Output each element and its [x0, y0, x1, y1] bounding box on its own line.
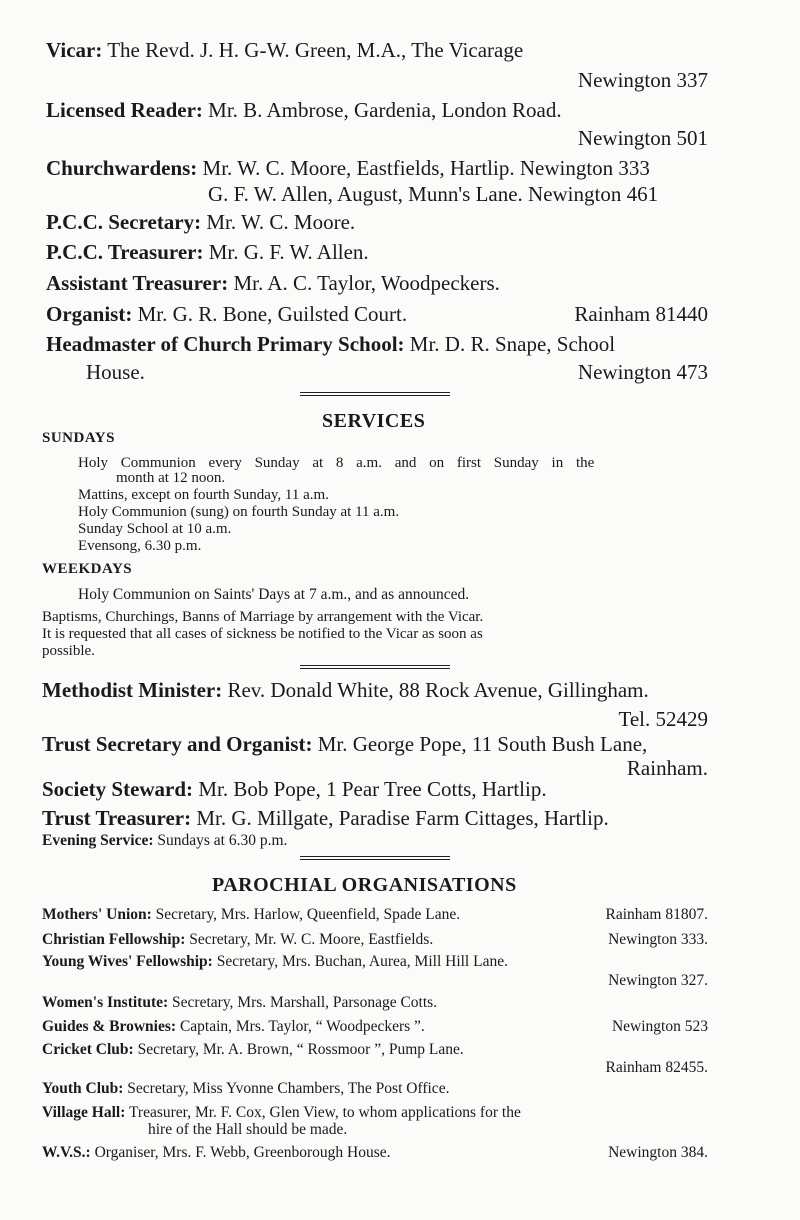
- headmaster-phone: Newington 473: [577, 360, 708, 384]
- sunday-service-line: Holy Communion (sung) on fourth Sunday at 11 a.m.: [78, 504, 400, 520]
- section-divider: [300, 856, 450, 860]
- sunday-service-text: Holy Communion every Sunday at 8 a.m. and on first Sunday in the: [78, 455, 595, 471]
- org-label: Village Hall:: [42, 1104, 126, 1121]
- org-village-hall-line2: hire of the Hall should be made.: [148, 1121, 348, 1138]
- services-note: possible.: [42, 643, 95, 659]
- trust-treasurer-entry: [42, 806, 609, 831]
- org-womens-institute: [42, 994, 437, 1012]
- services-note: Baptisms, Churchings, Banns of Marriage by arrangement with the Vicar.: [42, 609, 484, 625]
- weekdays-text: Holy Communion on Saints' Days at 7 a.m., and as announced.: [78, 586, 470, 603]
- evening-service-label: Evening Service:: [42, 832, 154, 849]
- pcc-treasurer-text: Mr. G. F. W. Allen.: [208, 240, 369, 264]
- sunday-service-line: Evensong, 6.30 p.m.: [78, 538, 202, 554]
- org-text: Secretary, Mr. A. Brown, “ Rossmoor ”, Pump Lane.: [137, 1041, 464, 1058]
- org-phone: Newington 333.: [608, 931, 708, 948]
- pcc-secretary-entry: [46, 210, 355, 235]
- churchwardens-line1: Mr. W. C. Moore, Eastfields, Hartlip. Newington 333: [202, 156, 650, 180]
- org-label: Mothers' Union:: [42, 906, 152, 923]
- org-label: Youth Club:: [42, 1080, 124, 1097]
- organist-phone: Rainham 81440: [574, 302, 708, 326]
- reader-phone: Newington 501: [577, 126, 708, 150]
- services-note: It is requested that all cases of sickness be notified to the Vicar as soon as: [42, 626, 483, 642]
- org-label: Women's Institute:: [42, 994, 169, 1011]
- org-label: Guides & Brownies:: [42, 1018, 177, 1035]
- assistant-treasurer-text: Mr. A. C. Taylor, Woodpeckers.: [233, 271, 500, 295]
- trust-treasurer-text: Mr. G. Millgate, Paradise Farm Cittages, Hartlip.: [196, 806, 609, 830]
- org-text: Treasurer, Mr. F. Cox, Glen View, to whom applications for the: [128, 1104, 521, 1121]
- org-text: Captain, Mrs. Taylor, “ Woodpeckers ”.: [179, 1018, 425, 1035]
- org-phone: Rainham 81807.: [605, 906, 708, 923]
- org-wvs: [42, 1144, 391, 1162]
- sunday-service-line: month at 12 noon.: [116, 470, 226, 486]
- headmaster-label: Headmaster of Church Primary School:: [46, 332, 405, 356]
- assistant-treasurer-label: Assistant Treasurer:: [46, 271, 229, 295]
- weekdays-heading: WEEKDAYS: [42, 561, 133, 577]
- headmaster-line2: House.: [86, 360, 145, 384]
- services-title: SERVICES: [322, 410, 426, 432]
- evening-service-text: Sundays at 6.30 p.m.: [157, 832, 288, 849]
- pcc-treasurer-entry: [46, 240, 369, 265]
- reader-text: Mr. B. Ambrose, Gardenia, London Road.: [208, 98, 562, 122]
- org-label: W.V.S.:: [42, 1144, 91, 1161]
- org-text: Organiser, Mrs. F. Webb, Greenborough House.: [94, 1144, 391, 1161]
- org-text: Secretary, Mr. W. C. Moore, Eastfields.: [189, 931, 434, 948]
- methodist-minister-phone: Tel. 52429: [618, 707, 708, 731]
- org-phone: Newington 327.: [608, 972, 708, 989]
- headmaster-entry: [46, 332, 615, 357]
- organisations-title: PAROCHIAL ORGANISATIONS: [212, 874, 517, 896]
- vicar-entry: [46, 38, 523, 63]
- org-text: Secretary, Miss Yvonne Chambers, The Post Office.: [127, 1080, 450, 1097]
- org-village-hall: [42, 1104, 521, 1122]
- vicar-phone: Newington 337: [577, 68, 708, 92]
- trust-secretary-text: Mr. George Pope, 11 South Bush Lane,: [317, 732, 648, 756]
- org-phone: Newington 523: [611, 1018, 708, 1035]
- methodist-minister-label: Methodist Minister:: [42, 678, 223, 702]
- org-label: Young Wives' Fellowship:: [42, 953, 213, 970]
- vicar-text: The Revd. J. H. G-W. Green, M.A., The Vicarage: [107, 38, 524, 62]
- org-mothers-union: [42, 906, 460, 924]
- org-text: Secretary, Mrs. Buchan, Aurea, Mill Hill Lane.: [216, 953, 508, 970]
- org-label: Cricket Club:: [42, 1041, 134, 1058]
- methodist-minister-entry: [42, 678, 649, 703]
- methodist-minister-text: Rev. Donald White, 88 Rock Avenue, Gillingham.: [227, 678, 649, 702]
- organist-entry: [46, 302, 407, 327]
- org-guides-brownies: [42, 1018, 425, 1036]
- pcc-treasurer-label: P.C.C. Treasurer:: [46, 240, 204, 264]
- vicar-label: Vicar:: [46, 38, 103, 62]
- org-cricket-club: [42, 1041, 464, 1059]
- society-steward-text: Mr. Bob Pope, 1 Pear Tree Cotts, Hartlip.: [198, 777, 547, 801]
- sunday-service-line: Mattins, except on fourth Sunday, 11 a.m.: [78, 487, 329, 503]
- trust-treasurer-label: Trust Treasurer:: [42, 806, 192, 830]
- org-phone: Rainham 82455.: [605, 1059, 708, 1076]
- trust-secretary-line2: Rainham.: [626, 756, 708, 780]
- org-text: Secretary, Mrs. Harlow, Queenfield, Spade Lane.: [155, 906, 461, 923]
- organist-label: Organist:: [46, 302, 133, 326]
- churchwardens-label: Churchwardens:: [46, 156, 198, 180]
- churchwardens-line2: G. F. W. Allen, August, Munn's Lane. Newington 461: [208, 182, 659, 206]
- reader-label: Licensed Reader:: [46, 98, 203, 122]
- org-young-wives: [42, 953, 508, 971]
- reader-entry: [46, 98, 562, 123]
- pcc-secretary-label: P.C.C. Secretary:: [46, 210, 202, 234]
- trust-secretary-label: Trust Secretary and Organist:: [42, 732, 313, 756]
- trust-secretary-entry: [42, 732, 647, 757]
- organist-text: Mr. G. R. Bone, Guilsted Court.: [137, 302, 408, 326]
- org-christian-fellowship: [42, 931, 433, 949]
- org-youth-club: [42, 1080, 449, 1098]
- society-steward-label: Society Steward:: [42, 777, 194, 801]
- section-divider: [300, 665, 450, 669]
- org-text: Secretary, Mrs. Marshall, Parsonage Cotts.: [172, 994, 438, 1011]
- org-label: Christian Fellowship:: [42, 931, 186, 948]
- assistant-treasurer-entry: [46, 271, 500, 296]
- churchwardens-entry: [46, 156, 650, 181]
- sunday-service-line: Sunday School at 10 a.m.: [78, 521, 232, 537]
- sundays-heading: SUNDAYS: [42, 430, 115, 446]
- pcc-secretary-text: Mr. W. C. Moore.: [206, 210, 356, 234]
- org-phone: Newington 384.: [608, 1144, 708, 1161]
- section-divider: [300, 392, 450, 396]
- evening-service-entry: [42, 832, 287, 850]
- headmaster-text: Mr. D. R. Snape, School: [409, 332, 616, 356]
- society-steward-entry: [42, 777, 547, 802]
